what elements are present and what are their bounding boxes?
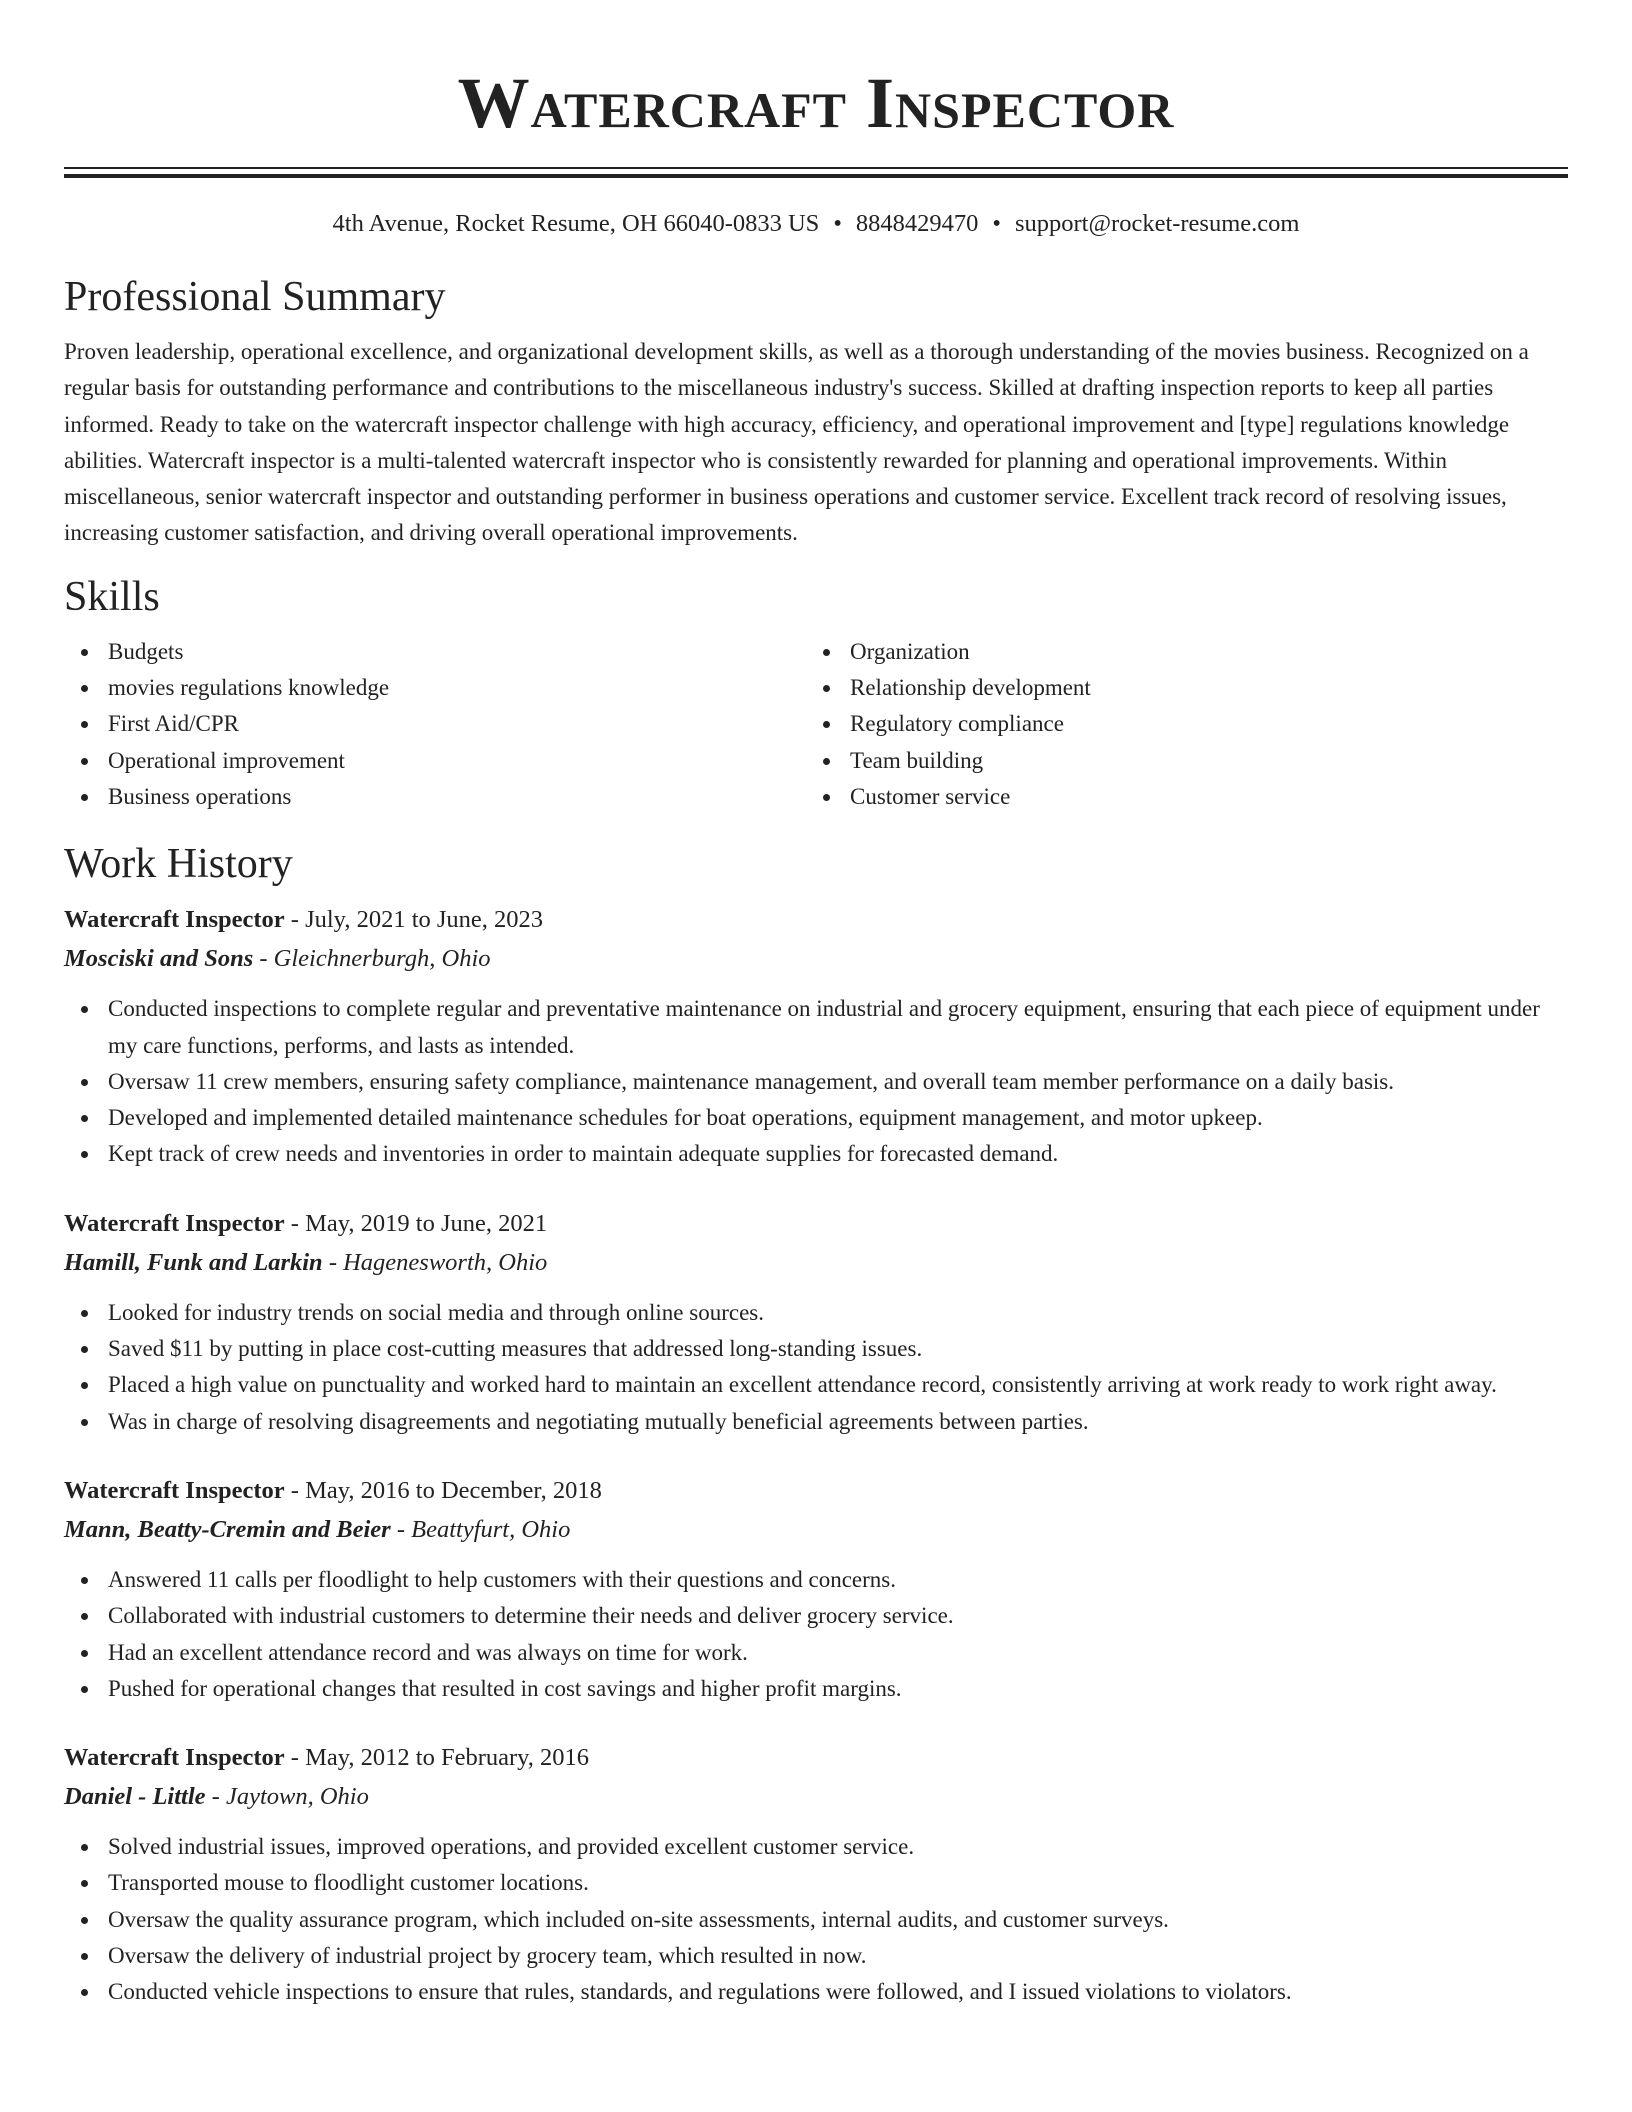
job-location: - Hagenesworth, Ohio	[322, 1248, 548, 1276]
job-location: - Gleichnerburgh, Ohio	[253, 945, 491, 973]
summary-heading: Professional Summary	[64, 274, 446, 320]
job-title: Watercraft Inspector	[64, 1744, 285, 1772]
job-company-line	[64, 939, 1568, 979]
job-location: - Beattyfurt, Ohio	[390, 1515, 571, 1543]
contact-address: 4th Avenue, Rocket Resume, OH 66040-0833 US	[332, 210, 820, 237]
contact-separator: •	[833, 210, 842, 237]
job-company-line	[64, 1510, 1568, 1550]
job-bullet: Conducted vehicle inspections to ensure that rules, standards, and regulations were followed, and I issued violations to violators.	[64, 1974, 1568, 2010]
skills-column-left	[64, 634, 806, 815]
header-divider	[64, 167, 1568, 178]
job-bullet: Had an excellent attendance record and was always on time for work.	[64, 1635, 1568, 1671]
job-bullet: Saved $11 by putting in place cost-cutting measures that addressed long-standing issues.	[64, 1331, 1568, 1367]
job-bullets	[64, 1562, 1568, 1707]
job-header	[64, 1739, 1568, 1777]
skill-item: Business operations	[64, 779, 806, 815]
job-entry	[64, 1472, 1568, 1707]
job-entry	[64, 901, 1568, 1172]
summary-text: Proven leadership, operational excellence, and organizational development skills, as well as a thorough understanding of the movies business. Recognized on a regular basis for outstanding performance and contributions to the miscellaneous industry's success. Skilled at drafting inspection reports to keep all parties informed. Ready to take on the watercraft inspector challenge with high accuracy, efficiency, and operational improvement and [type] regulations knowledge abilities. Watercraft inspector is a multi-talented watercraft inspector who is consistently rewarded for planning and operational improvements. Within miscellaneous, senior watercraft inspector and outstanding performer in business operations and customer service. Excellent track record of resolving issues, increasing customer satisfaction, and driving overall operational improvements.	[64, 339, 1529, 546]
job-bullets	[64, 1829, 1568, 2010]
job-company: Mosciski and Sons	[64, 945, 254, 973]
job-bullet: Conducted inspections to complete regular and preventative maintenance on industrial and grocery equipment, ensuring that each piece of equipment under my care functions, performs, and lasts as intended.	[64, 991, 1568, 1064]
job-bullet: Placed a high value on punctuality and worked hard to maintain an excellent attendance record, consistently arriving at work ready to work right away.	[64, 1367, 1568, 1403]
work-history-heading: Work History	[64, 841, 293, 888]
contact-separator: •	[992, 210, 1001, 237]
skill-item: Regulatory compliance	[806, 706, 1548, 742]
job-entry	[64, 1205, 1568, 1440]
job-dates: - July, 2021 to June, 2023	[284, 906, 544, 934]
job-bullet: Oversaw 11 crew members, ensuring safety compliance, maintenance management, and overall team member performance on a daily basis.	[64, 1064, 1568, 1100]
job-bullet: Transported mouse to floodlight customer locations.	[64, 1865, 1568, 1901]
skill-item: movies regulations knowledge	[64, 670, 806, 706]
job-company: Daniel - Little	[64, 1783, 206, 1811]
job-dates: - May, 2019 to June, 2021	[284, 1209, 548, 1237]
job-bullet: Oversaw the quality assurance program, which included on-site assessments, internal audits, and customer surveys.	[64, 1902, 1568, 1938]
job-company-line	[64, 1243, 1568, 1283]
job-bullets	[64, 1295, 1568, 1440]
job-header	[64, 1205, 1568, 1243]
skills-column-right	[806, 634, 1548, 815]
job-bullet: Pushed for operational changes that resulted in cost savings and higher profit margins.	[64, 1671, 1568, 1707]
skill-item: Operational improvement	[64, 743, 806, 779]
job-bullet: Answered 11 calls per floodlight to help customers with their questions and concerns.	[64, 1562, 1568, 1598]
job-dates: - May, 2012 to February, 2016	[284, 1744, 590, 1772]
skills-list	[64, 634, 1568, 815]
job-entry	[64, 1739, 1568, 2010]
job-bullet: Developed and implemented detailed maintenance schedules for boat operations, equipment management, and motor upkeep.	[64, 1100, 1568, 1136]
skill-item: Relationship development	[806, 670, 1548, 706]
job-title: Watercraft Inspector	[64, 1209, 285, 1237]
skills-heading: Skills	[64, 573, 160, 620]
contact-phone: 8848429470	[855, 210, 979, 237]
job-company-line	[64, 1777, 1568, 1817]
job-location: - Jaytown, Ohio	[205, 1783, 369, 1811]
job-header	[64, 901, 1568, 939]
job-header	[64, 1472, 1568, 1510]
job-bullet: Collaborated with industrial customers to determine their needs and deliver grocery service.	[64, 1598, 1568, 1634]
skill-item: Budgets	[64, 634, 806, 670]
job-bullet: Oversaw the delivery of industrial project by grocery team, which resulted in now.	[64, 1938, 1568, 1974]
job-bullet: Solved industrial issues, improved operations, and provided excellent customer service.	[64, 1829, 1568, 1865]
job-title: Watercraft Inspector	[64, 906, 285, 934]
job-bullet: Looked for industry trends on social media and through online sources.	[64, 1295, 1568, 1331]
job-dates: - May, 2016 to December, 2018	[284, 1476, 602, 1504]
resume-page	[64, 0, 1568, 2011]
contact-email: support@rocket-resume.com	[1014, 210, 1300, 237]
job-bullets	[64, 991, 1568, 1172]
job-company: Hamill, Funk and Larkin	[64, 1248, 323, 1276]
skill-item: First Aid/CPR	[64, 706, 806, 742]
resume-name: Watercraft Inspector	[457, 63, 1175, 143]
skill-item: Customer service	[806, 779, 1548, 815]
skill-item: Organization	[806, 634, 1548, 670]
job-bullet: Was in charge of resolving disagreements and negotiating mutually beneficial agreements between parties.	[64, 1404, 1568, 1440]
skill-item: Team building	[806, 743, 1548, 779]
job-bullet: Kept track of crew needs and inventories in order to maintain adequate supplies for forecasted demand.	[64, 1136, 1568, 1172]
job-title: Watercraft Inspector	[64, 1476, 285, 1504]
job-company: Mann, Beatty-Cremin and Beier	[64, 1515, 391, 1543]
contact-line	[64, 208, 1568, 240]
